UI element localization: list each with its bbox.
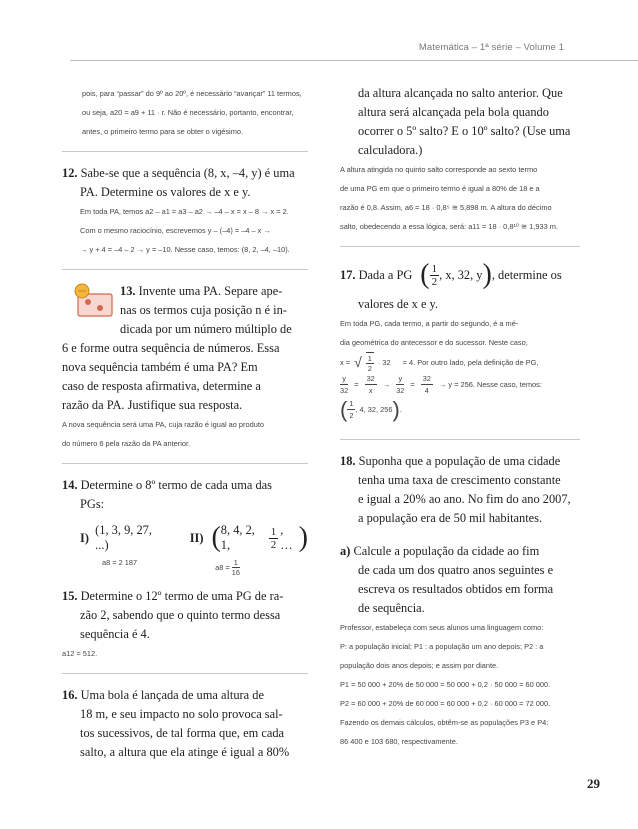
question-12: 12. Sabe-se que a sequência (8, x, –4, y) é uma — [62, 166, 295, 180]
right-column: da altura alcançada no salto anterior. Que altura será alcançada pela bola quando ocorrer o 5º salto? E o 10º salto? (Use uma calculadora.) A altura atingida no quinto salto corresponde ao sexto termo de uma PG em que o primeiro termo é igual a 80% de 18 e a razão é 0,8. Assim, a6 = 18 · 0,8⁵ ≅ 5,898 m. A altura do décimo salto, obedecendo a essa lógica, será: a11 = 18 · 0,8¹⁰ ≅ 1,933 m. 17. Dada a PG ( 1 2 , x, 32, y ) , determine os valores de x e y. Em toda PG, cada termo, a partir do segundo, é a mé- dia geométrica do antecessor e do sucessor. Neste caso, x = √ 1 2 · 32 = 4. Por outro lado, pela definição de PG, $\frac{y}{32}$ = $\frac{32}{x}$ → $\frac{y}{32}$ = $\frac{32}{4}$ → y = 256. Nesse caso, temos: ( 1 2 , 4, 32, 256 ) . 18. Suponha que a população de uma cidade tenha uma taxa de crescimento constante e igual a 20% ao ano. No fim do ano 2007, a população era de 50 mil habitantes. a) Calcule a população da cidade ao fim de cada um dos quatro anos seguintes e escreva os resultados obtidos em forma de sequência. Professor, estabeleça com seus alunos uma linguagem como: P: a população inicial; P1 : a população um ano depois; P2 : a população dois anos depois; e assim por diante. P1 = 50 000 + 20% de 50 000 = 50 000 + 0,2 · 50 000 = 60 000. P2 = 60 000 + 20% de 60 000 = 60 000 + 0,2 · 60 000 = 72 000. Fazendo os demais cálculos, obtêm-se as populações P3 e P4: 86 400 e 103 680, respectivamente. — [340, 84, 580, 751]
answer-16: A altura atingida no quinto salto corresponde ao sexto termo de uma PG em que o primeiro termo é igual a 80% de 18 e a razão é 0,8. Assim, a6 = 18 · 0,8⁵ ≅ 5,898 m. A altura do décimo salto, obedecendo a essa lógica, será: a11 = 18 · 0,8¹⁰ ≅ 1,933 m. — [340, 165, 558, 231]
separator — [340, 439, 580, 440]
question-14: 14. Determine o 8º termo de cada uma das — [62, 478, 272, 492]
separator — [62, 673, 308, 674]
note-line: ou seja, a20 = a9 + 11 · r. Não é necessário, portanto, encontrar, — [82, 108, 294, 117]
question-14-sequences: I) (1, 3, 9, 27, ...) II) ( 8, 4, 2, 1, 1 2 , … ) — [80, 522, 308, 553]
question-18: 18. Suponha que a população de uma cidade — [340, 454, 561, 468]
separator — [340, 246, 580, 247]
answer-14: a8 = 2 187 a8 = $\frac{1}{16}$ — [102, 558, 240, 577]
question-13: 13. Invente uma PA. Separe ape- nas os termos cuja posição n é in- dicada por um número múltiplo de 6 e forme outra sequência de números. Essa nova sequência também é uma PA? Em caso de resposta afirmativa, determine a razão da PA. Justifique sua resposta. A nova sequência será uma PA, cuja razão é igual ao produto do número 6 pela razão da PA anterior. — [62, 282, 308, 453]
question-15: 15. Determine o 12º termo de uma PG de ra- — [62, 589, 284, 603]
question-16-cont: da altura alcançada no salto anterior. Que altura será alcançada pela bola quando ocorrer o 5º salto? E o 10º salto? (Use uma calculadora.) — [358, 86, 571, 157]
question-17: 17. Dada a PG ( 1 2 , x, 32, y ) , determine os — [340, 259, 562, 290]
note-line: pois, para “passar” do 9º ao 20º, é necessário “avançar” 11 termos, — [82, 89, 302, 98]
note-line: antes, o primeiro termo para se obter o vigésimo. — [82, 127, 244, 136]
answer-12: Em toda PA, temos a2 – a1 = a3 – a2 → –4 – x = x – 8 → x = 2. Com o mesmo raciocínio, escrevemos y – (–4) = –4 – x → → y + 4 = –4 – 2 → y = –10. Nesse caso, temos: (8, 2, –4, –10). — [80, 207, 290, 254]
header-rule — [70, 60, 638, 61]
answer-15: a12 = 512. — [62, 649, 98, 658]
left-column: pois, para “passar” do 9º ao 20º, é necessário “avançar” 11 termos, ou seja, a20 = a9 + 11 · r. Não é necessário, portanto, encontrar, antes, o primeiro termo para se obter o vigésimo. 12. Sabe-se que a sequência (8, x, –4, y) é uma PA. Determine os valores de x e y. Em toda PA, temos a2 – a1 = a3 – a2 → –4 – x = x – 8 → x = 2. Com o mesmo raciocínio, escrevemos y – (–4) = –4 – x → → y + 4 = –4 – 2 → y = –10. Nesse caso, temos: (8, 2, –4, –10). 13. Invente uma PA. Separe ape- nas os termos cuja posição n é in- dicada por um número múltiplo de 6 e forme outra sequência de números. Essa nova sequência também é uma PA? Em caso de resposta afirmativa, determine a razão da PA. Justifique sua resposta. A nova sequência será uma PA, cuja razão é igual ao produto do número 6 pela razão da PA anterior. 14. Determine o 8º termo de cada uma das PGs: I) (1, 3, 9, 27, ...) II) ( 8, 4, 2, 1, 1 2 , … ) a8 = 2 187 a8 = $\frac{1}{16}$ 15. Determine o 12º termo de uma PG de ra- zão 2, sabendo que o quinto termo dessa sequência é 4. a12 = 512. 16. Uma bola é lançada de uma altura de 18 m, e seu impacto no solo provoca sal- tos sucessivos, de tal forma que, em cada salto, a altura que ela atinge é igual a 80% — [62, 84, 308, 762]
separator — [62, 463, 308, 464]
separator — [62, 151, 308, 152]
question-16: 16. Uma bola é lançada de uma altura de — [62, 688, 264, 702]
continued-note — [62, 84, 308, 141]
running-header: Matemática – 1ª série – Volume 1 — [418, 42, 564, 53]
question-18a: a) Calcule a população da cidade ao fim — [340, 544, 540, 558]
answer-17: Em toda PG, cada termo, a partir do segundo, é a mé- dia geométrica do antecessor e do sucessor. Neste caso, x = √ 1 2 · 32 = 4. Por outro lado, pela definição de PG, $\frac{y}{32}$ = $\frac{32}{x}$ → $\frac{y}{32}$ = $\frac{32}{4}$ → y = 256. Nesse caso, temos: ( 1 2 , 4, 32, 256 ) . — [340, 319, 542, 422]
answer-18: Professor, estabeleça com seus alunos uma linguagem como: P: a população inicial; P1 : a população um ano depois; P2 : a população dois anos depois; e assim por diante. P1 = 50 000 + 20% de 50 000 = 50 000 + 0,2 · 50 000 = 60 000. P2 = 60 000 + 20% de 60 000 = 60 000 + 0,2 · 60 000 = 72 000. Fazendo os demais cálculos, obtêm-se as populações P3 e P4: 86 400 e 103 680, respectivamente. — [340, 623, 551, 746]
separator — [62, 269, 308, 270]
question-12-line: PA. Determine os valores de x e y. — [80, 185, 251, 199]
page-number: 29 — [587, 776, 600, 791]
activity-icon — [70, 280, 118, 320]
